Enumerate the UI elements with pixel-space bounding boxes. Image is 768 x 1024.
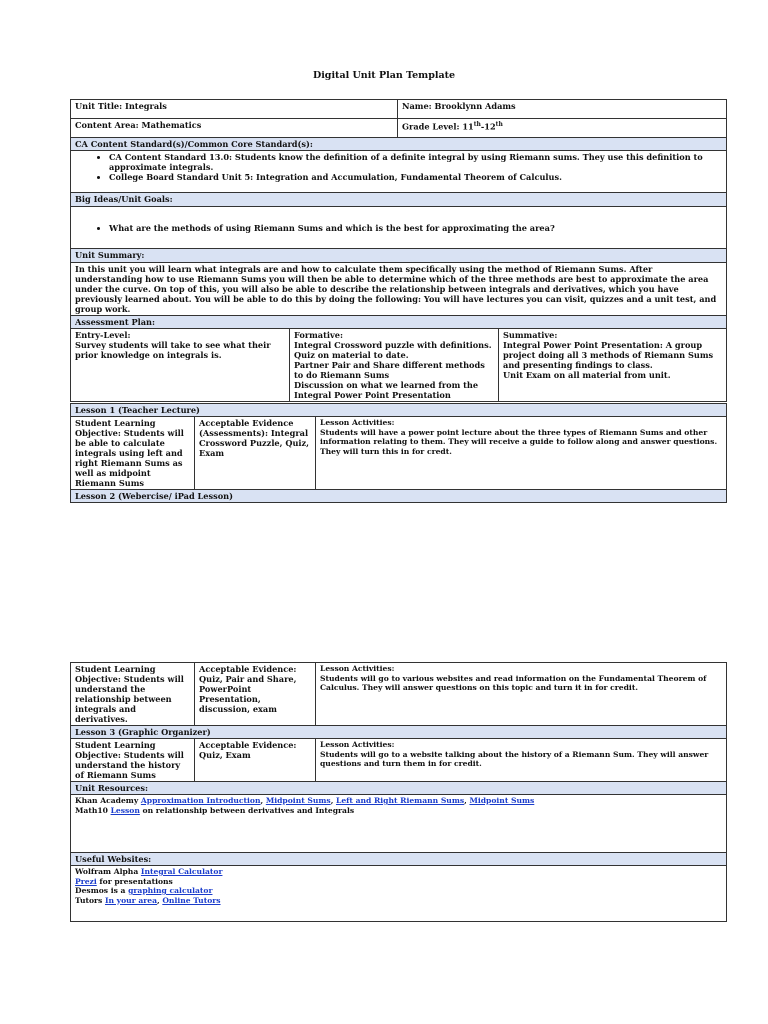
entry-text: Survey students will take to see what their prior knowledge on integrals is. [75, 340, 271, 360]
lesson3-heading: Lesson 3 (Graphic Organizer) [71, 726, 727, 739]
link-midpoint-sums-2[interactable]: Midpoint Sums [469, 796, 535, 805]
lesson1-heading: Lesson 1 (Teacher Lecture) [71, 404, 727, 417]
lesson2-activities [316, 663, 727, 726]
summative-title: Summative: [503, 330, 558, 340]
lesson2-objective: Student Learning Objective: Students will understand the relationship between integrals and derivatives. [71, 663, 195, 726]
link-prezi[interactable]: Prezi [75, 876, 97, 886]
link-approximation-introduction[interactable]: Approximation Introduction [140, 796, 261, 805]
summary-text: In this unit you will learn what integrals are and how to calculate them specifically using the method of Riemann Sums. After understanding how to use Riemann Sums you will then be able to determine which of the three methods are best to approximate the area under the curve. On top of this, you will also be able to describe the relationship between integrals and derivatives, which you have previously learned about. You will be able to do this by doing the following: You will have lectures you can visit, quizzes and a unit test, and group work. [71, 263, 727, 316]
unit-plan-table-top [70, 99, 727, 402]
lesson3-activities-title: Lesson Activities: [320, 740, 395, 749]
big-ideas-heading: Big Ideas/Unit Goals: [71, 193, 727, 207]
content-area: Content Area: Mathematics [71, 119, 398, 138]
lesson3-evidence: Acceptable Evidence: Quiz, Exam [195, 739, 316, 782]
unit-title: Unit Title: Integrals [71, 100, 398, 119]
standard-item: • CA Content Standard 13.0: Students know the definition of a definite integral by using Riemann sums. They use this definition to approximate integrals. [109, 152, 722, 172]
lesson1-objective: Student Learning Objective: Students will be able to calculate integrals using left and right Riemann Sums as well as midpoint Riemann Sums [71, 417, 195, 490]
summary-heading: Unit Summary: [71, 249, 727, 263]
assessment-formative [290, 329, 499, 402]
lesson1-evidence: Acceptable Evidence (Assessments): Integral Crossword Puzzle, Quiz, Exam [195, 417, 316, 490]
link-graphing-calculator[interactable]: graphing calculator [128, 886, 213, 895]
formative-line: Quiz on material to date. [294, 350, 409, 360]
grade-level: Grade Level: 11th-12th [398, 119, 727, 138]
website-desmos: Desmos is a graphing calculator [75, 886, 213, 895]
author-name: Name: Brooklynn Adams [398, 100, 727, 119]
standards-heading: CA Content Standard(s)/Common Core Standard(s): [71, 138, 727, 151]
assessment-summative [499, 329, 727, 402]
assessment-entry [71, 329, 290, 402]
lesson3-activities-text: Students will go to a website talking about the history of a Riemann Sum. They will answer questions and turn them in for credit. [320, 749, 709, 768]
lesson2-heading: Lesson 2 (Webercise/ iPad Lesson) [71, 490, 727, 503]
entry-title: Entry-Level: [75, 330, 131, 340]
website-prezi: Prezi for presentations [75, 876, 173, 886]
link-lesson[interactable]: Lesson [110, 805, 140, 815]
resources-line-khan: Khan Academy Approximation Introduction, Midpoint Sums, Left and Right Riemann Sums, Midpoint Sums [75, 796, 535, 805]
lesson2-evidence: Acceptable Evidence: Quiz, Pair and Share, PowerPoint Presentation, discussion, exam [195, 663, 316, 726]
website-tutors: Tutors In your area, Online Tutors [75, 895, 221, 905]
websites-heading: Useful Websites: [71, 853, 727, 866]
formative-line: Discussion on what we learned from the Integral Power Point Presentation [294, 380, 479, 400]
summative-line: Integral Power Point Presentation: A group project doing all 3 methods of Riemann Sums and presenting findings to class. [503, 340, 714, 370]
link-in-your-area[interactable]: In your area [104, 895, 158, 905]
lesson2-activities-text: Students will go to various websites and read information on the Fundamental Theorem of Calculus. They will answer questions on this topic and turn it in for credit. [320, 673, 707, 692]
website-wolfram: Wolfram Alpha Integral Calculator [75, 867, 223, 876]
big-idea-item: • What are the methods of using Riemann Sums and which is the best for approximating the area? [109, 223, 722, 233]
link-midpoint-sums[interactable]: Midpoint Sums [265, 796, 331, 805]
lesson1-activities-text: Students will have a power point lecture about the three types of Riemann Sums and other information relating to them. They will receive a guide to follow along and answer questions. They will turn this in for credt. [320, 427, 718, 456]
formative-line: Integral Crossword puzzle with definitions. [294, 340, 492, 350]
assessment-heading: Assessment Plan: [71, 316, 727, 329]
resources-line-math10: Math10 Lesson on relationship between derivatives and Integrals [75, 805, 355, 815]
formative-title: Formative: [294, 330, 343, 340]
lesson1-activities [316, 417, 727, 490]
summative-line: Unit Exam on all material from unit. [503, 370, 671, 380]
lesson3-objective: Student Learning Objective: Students will understand the history of Riemann Sums [71, 739, 195, 782]
unit-plan-table-bottom [70, 662, 727, 922]
link-online-tutors[interactable]: Online Tutors [162, 895, 221, 905]
document-title: Digital Unit Plan Template [312, 70, 456, 81]
websites-content [71, 866, 727, 922]
link-left-right-riemann[interactable]: Left and Right Riemann Sums [335, 796, 465, 805]
resources-content [71, 795, 727, 853]
standards-list [71, 151, 727, 193]
formative-line: Partner Pair and Share different methods to do Riemann Sums [294, 360, 485, 380]
lesson3-activities [316, 739, 727, 782]
lesson1-activities-title: Lesson Activities: [320, 418, 395, 427]
standard-item: • College Board Standard Unit 5: Integration and Accumulation, Fundamental Theorem of Calculus. [109, 172, 722, 182]
resources-heading: Unit Resources: [71, 782, 727, 795]
link-integral-calculator[interactable]: Integral Calculator [140, 867, 223, 876]
lesson1-table [70, 403, 727, 503]
big-ideas-list [71, 207, 727, 249]
lesson2-activities-title: Lesson Activities: [320, 664, 395, 673]
